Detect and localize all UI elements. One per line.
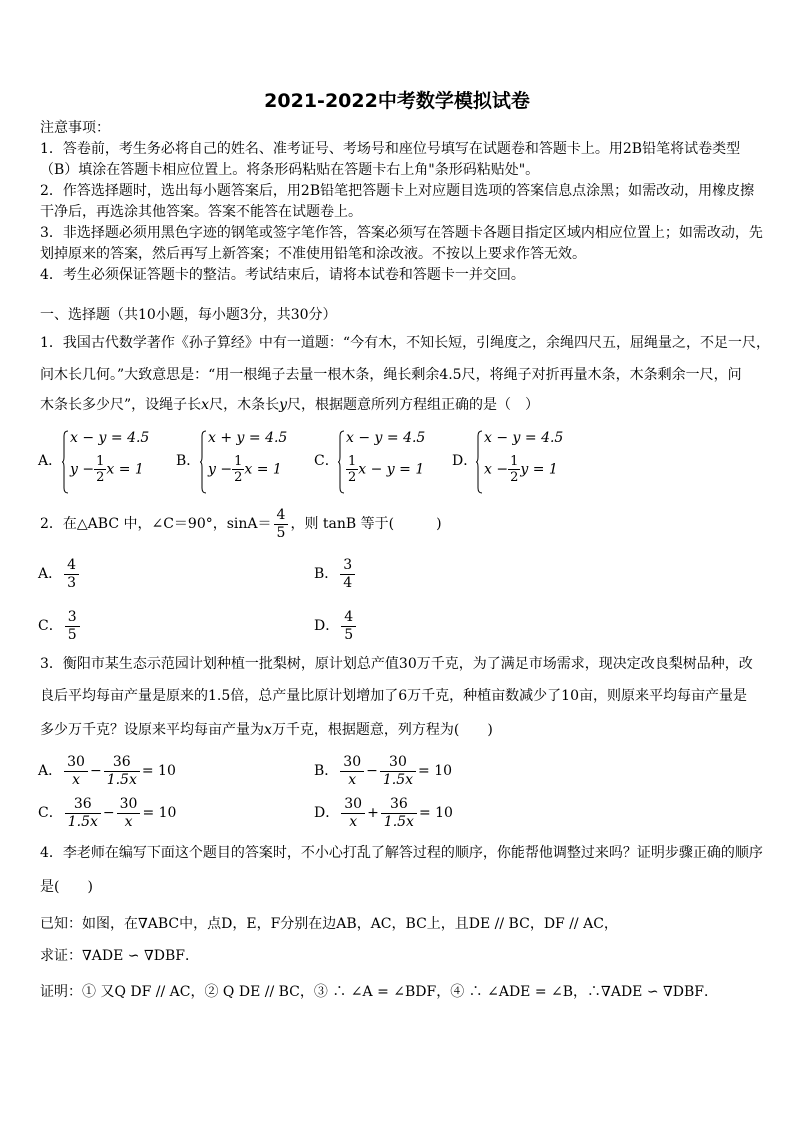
q4-line-1: 4．李老师在编写下面这个题目的答案时，不小心打乱了解答过程的顺序，你能帮他调整过来吗？证明步骤正确的顺序 bbox=[40, 845, 763, 861]
q3-option-b-d1: x bbox=[348, 771, 357, 788]
q2-option-a-num: 4 bbox=[64, 557, 79, 575]
q2-stem-den: 5 bbox=[276, 524, 286, 541]
q1-option-d-eq1: x − y = 4.5 bbox=[484, 430, 564, 446]
q3-option-b-op: − bbox=[366, 763, 378, 779]
notice-line-4: 干净后，再选涂其他答案。答案不能答在试题卷上。 bbox=[40, 204, 362, 220]
q3-option-d-frac2 bbox=[381, 796, 417, 831]
q2-option-b[interactable] bbox=[314, 556, 357, 592]
q1-option-d-eq2-post: y = 1 bbox=[520, 461, 558, 478]
q3-option-c-op: − bbox=[102, 805, 115, 821]
q2-option-c-label: C． bbox=[38, 618, 63, 634]
q1-option-a-eq2 bbox=[70, 454, 144, 485]
q1-option-a-frac bbox=[94, 454, 106, 485]
q3-option-b-d2: 1.5x bbox=[382, 771, 414, 788]
q3-option-a-n1: 30 bbox=[64, 754, 88, 772]
q1-option-c-frac bbox=[346, 454, 358, 485]
q3-line-3-b: 万千克，根据题意，列方程为( ) bbox=[271, 722, 493, 738]
q1-line-3-a: 木条长多少尺”，设绳子长 bbox=[40, 397, 202, 413]
left-brace-icon bbox=[338, 430, 344, 494]
q1-option-c-num: 1 bbox=[348, 454, 357, 469]
q3-option-c-frac2 bbox=[117, 796, 141, 831]
q2-option-c-den: 5 bbox=[67, 626, 77, 643]
q3-option-a-frac2 bbox=[104, 754, 140, 789]
q1-option-b-eq2-post: x = 1 bbox=[244, 461, 282, 478]
q2-option-b-num: 3 bbox=[340, 557, 355, 575]
q1-option-c-den: 2 bbox=[348, 470, 357, 485]
q3-option-b-label: B． bbox=[314, 763, 339, 779]
q1-var-y: y bbox=[279, 397, 287, 413]
q1-option-c-label[interactable]: C． bbox=[314, 453, 339, 469]
left-brace-icon bbox=[476, 430, 482, 494]
q2-stem-b: ，则 tanB 等于( ) bbox=[290, 516, 442, 532]
q2-option-a[interactable] bbox=[38, 556, 81, 592]
q3-option-c-frac1 bbox=[65, 796, 101, 831]
q3-option-c-n1: 36 bbox=[65, 796, 101, 814]
q1-option-a-eq2-pre: y − bbox=[70, 461, 95, 478]
q1-option-c-eq2-post: x − y = 1 bbox=[358, 461, 425, 478]
q1-option-c-eq1: x − y = 4.5 bbox=[346, 430, 426, 446]
q1-line-1: 1．我国古代数学著作《孙子算经》中有一道题：“今有木，不知长短，引绳度之，余绳四尺五，屈绳量之，不足一尺， bbox=[40, 335, 771, 351]
notice-line-3: 2．作答选择题时，选出每小题答案后，用2B铅笔把答题卡上对应题目选项的答案信息点涂黑；如需改动，用橡皮擦 bbox=[40, 183, 755, 199]
q1-option-d-frac bbox=[508, 454, 520, 485]
left-brace-icon bbox=[200, 430, 206, 494]
q2-option-d-num: 4 bbox=[341, 609, 356, 627]
q2-option-d-label: D． bbox=[314, 618, 340, 634]
q3-option-b[interactable] bbox=[314, 753, 452, 789]
q3-option-a[interactable] bbox=[38, 753, 176, 789]
q3-var-x: x bbox=[264, 722, 272, 738]
notice-line-1: 1．答卷前，考生务必将自己的姓名、准考证号、考场号和座位号填写在试题卷和答题卡上。用2B铅笔将试卷类型 bbox=[40, 141, 741, 157]
notice-line-2: （B）填涂在答题卡相应位置上。将条形码粘贴在答题卡右上角"条形码粘贴处"。 bbox=[40, 162, 540, 178]
q1-option-b-eq1: x + y = 4.5 bbox=[208, 430, 288, 446]
q2-option-b-frac bbox=[340, 557, 355, 592]
q1-option-a-eq1: x − y = 4.5 bbox=[70, 430, 150, 446]
q1-line-2: 问木长几何。”大致意思是：“用一根绳子去量一根木条，绳长剩余4.5尺，将绳子对折再量木条，木条剩余一尺，问 bbox=[40, 367, 742, 383]
q1-option-a-den: 2 bbox=[96, 470, 105, 485]
q3-option-d-n1: 30 bbox=[341, 796, 365, 814]
q1-option-c-eq2 bbox=[346, 454, 424, 485]
q2-option-d-frac bbox=[341, 609, 356, 644]
q3-option-d-op: + bbox=[367, 805, 379, 821]
notice-line-5: 3．非选择题必须用黑色字迹的钢笔或签字笔作答，答案必须写在答题卡各题目指定区域内相应位置上；如需改动，先 bbox=[40, 225, 763, 241]
q2-option-a-frac bbox=[64, 557, 79, 592]
q3-option-a-d2: 1.5x bbox=[106, 771, 137, 788]
q1-option-b-system[interactable] bbox=[200, 430, 300, 494]
q3-option-a-frac1 bbox=[64, 754, 88, 789]
q4-proof: 证明：① 又Q DF // AC，② Q DE // BC，③ ∴ ∠A = ∠BDF，④ ∴ ∠ADE = ∠B，∴∇ADE ∽ ∇DBF． bbox=[40, 984, 719, 1000]
q3-option-d-label: D． bbox=[314, 805, 340, 821]
q1-option-c-system[interactable] bbox=[338, 430, 438, 494]
q4-prove: 求证：∇ADE ∽ ∇DBF． bbox=[40, 948, 199, 964]
q2-option-b-label: B． bbox=[314, 566, 339, 582]
q1-option-b-eq2 bbox=[208, 454, 282, 485]
q1-option-d-den: 2 bbox=[510, 470, 519, 485]
exam-title: 2021-2022中考数学模拟试卷 bbox=[264, 90, 530, 112]
q2-stem-fraction bbox=[274, 507, 289, 542]
q3-option-a-n2: 36 bbox=[104, 754, 140, 772]
q1-option-b-label[interactable]: B． bbox=[176, 453, 201, 469]
q1-option-d-eq2-pre: x − bbox=[484, 461, 509, 478]
q1-option-a-system[interactable] bbox=[62, 430, 162, 494]
q3-option-c-label: C． bbox=[38, 805, 63, 821]
q3-option-b-frac1 bbox=[340, 754, 364, 789]
q2-option-c-frac bbox=[65, 609, 80, 644]
q3-option-c-rhs: = 10 bbox=[142, 805, 177, 821]
q1-line-3-b: 尺，木条长 bbox=[209, 397, 280, 413]
q2-option-a-label: A． bbox=[38, 566, 63, 582]
q1-option-b-den: 2 bbox=[234, 470, 243, 485]
q1-option-a-label[interactable]: A． bbox=[38, 453, 63, 469]
q3-option-a-op: − bbox=[89, 763, 102, 779]
q2-option-d-den: 5 bbox=[344, 626, 354, 643]
q1-line-3-c: 尺，根据题意所列方程组正确的是（ ） bbox=[287, 397, 539, 413]
q3-option-b-n1: 30 bbox=[340, 754, 364, 772]
notice-line-7: 4．考生必须保证答题卡的整洁。考试结束后，请将本试卷和答题卡一并交回。 bbox=[40, 267, 525, 283]
q2-option-c-num: 3 bbox=[65, 609, 80, 627]
q3-option-b-rhs: = 10 bbox=[418, 763, 453, 779]
q3-line-3 bbox=[40, 721, 760, 739]
q1-option-a-num: 1 bbox=[96, 454, 105, 469]
q3-option-d[interactable] bbox=[314, 795, 453, 831]
q3-option-d-rhs: = 10 bbox=[418, 805, 453, 821]
q2-stem bbox=[40, 506, 760, 542]
q1-option-a-eq2-post: x = 1 bbox=[106, 461, 144, 478]
q2-option-b-den: 4 bbox=[343, 574, 353, 591]
q3-option-d-d1: x bbox=[349, 813, 358, 830]
q3-option-b-frac2 bbox=[380, 754, 416, 789]
q3-option-c-d1: 1.5x bbox=[67, 813, 98, 830]
section-heading: 一、选择题（共10小题，每小题3分，共30分） bbox=[40, 307, 337, 323]
q3-option-c-d2: x bbox=[124, 813, 133, 830]
q3-option-c-n2: 30 bbox=[117, 796, 141, 814]
q1-option-d-num: 1 bbox=[510, 454, 519, 469]
q2-option-a-den: 3 bbox=[67, 574, 77, 591]
q3-line-1: 3．衡阳市某生态示范园计划种植一批梨树，原计划总产值30万千克，为了满足市场需求，现决定改良梨树品种，改 bbox=[40, 656, 753, 672]
q1-option-d-eq2 bbox=[484, 454, 558, 485]
q1-line-3 bbox=[40, 396, 760, 414]
q2-stem-a: 2．在△ABC 中，∠C＝90°，sinA＝ bbox=[40, 516, 272, 532]
q1-option-b-num: 1 bbox=[234, 454, 243, 469]
q1-option-d-system[interactable] bbox=[476, 430, 576, 494]
q4-line-2: 是( ) bbox=[40, 879, 93, 895]
q4-given: 已知：如图，在∇ABC中，点D，E，F分别在边AB，AC，BC上，且DE // BC，DF // AC， bbox=[40, 916, 618, 932]
q3-option-d-d2: 1.5x bbox=[383, 813, 414, 830]
q3-option-d-n2: 36 bbox=[381, 796, 417, 814]
q2-option-d[interactable] bbox=[314, 608, 358, 644]
notice-line-6: 划掉原来的答案，然后再写上新答案；不准使用铅笔和涂改液。不按以上要求作答无效。 bbox=[40, 246, 586, 262]
q1-option-b-frac bbox=[232, 454, 244, 485]
q1-option-d-label[interactable]: D． bbox=[452, 453, 478, 469]
left-brace-icon bbox=[62, 430, 68, 494]
notice-heading: 注意事项： bbox=[40, 120, 110, 136]
q3-line-3-a: 多少万千克？设原来平均每亩产量为 bbox=[40, 722, 264, 738]
q3-option-a-rhs: = 10 bbox=[141, 763, 176, 779]
q3-option-a-d1: x bbox=[72, 771, 80, 788]
q3-option-b-n2: 30 bbox=[380, 754, 416, 772]
q2-option-c[interactable] bbox=[38, 608, 82, 644]
q1-option-b-eq2-pre: y − bbox=[208, 461, 233, 478]
q2-stem-num: 4 bbox=[274, 507, 289, 525]
q1-var-x: x bbox=[201, 397, 210, 413]
q3-option-a-label: A． bbox=[38, 763, 63, 779]
q3-option-d-frac1 bbox=[341, 796, 365, 831]
q3-option-c[interactable] bbox=[38, 795, 176, 831]
q3-line-2: 良后平均每亩产量是原来的1.5倍，总产量比原计划增加了6万千克，种植亩数减少了10亩，则原来平均每亩产量是 bbox=[40, 688, 747, 704]
